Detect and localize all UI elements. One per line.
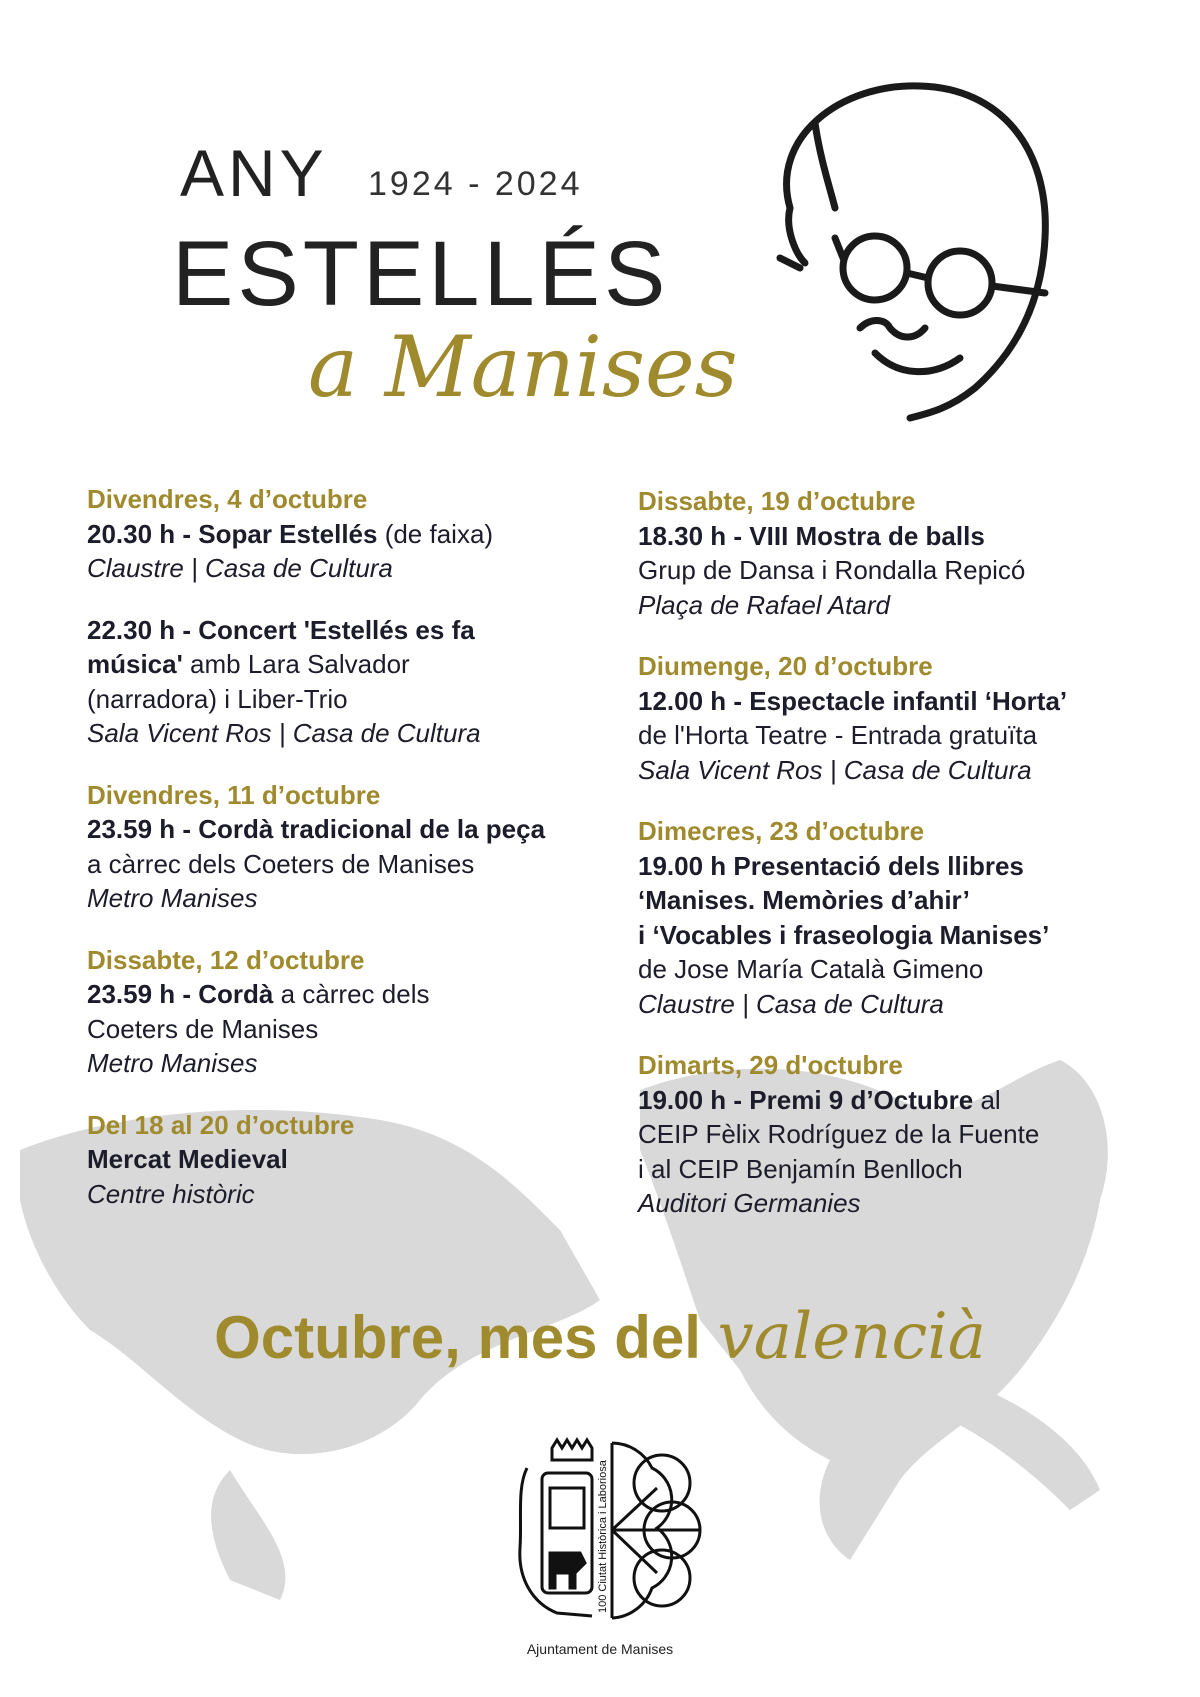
event-detail: amb Lara Salvador — [182, 649, 410, 679]
event-date: Dissabte, 19 d’octubre — [638, 486, 916, 516]
event-date: Divendres, 11 d’octubre — [87, 779, 381, 810]
ajuntament-manises-logo — [512, 1428, 712, 1628]
event — [87, 613, 627, 751]
event-detail: Grup de Dansa i Rondalla Repicó — [638, 555, 1026, 585]
event-detail: a càrrec dels Coeters de Manises — [87, 848, 475, 879]
event-title: 12.00 h - Espectacle infantil ‘Horta’ — [638, 685, 1068, 716]
event-title: música' — [87, 649, 183, 679]
event — [87, 482, 627, 586]
event-detail: CEIP Fèlix Rodríguez de la Fuente — [638, 1119, 1040, 1149]
event — [638, 1048, 1178, 1221]
event-title: ‘Manises. Memòries d’ahir’ — [638, 885, 970, 915]
event-venue: Claustre | Casa de Cultura — [638, 988, 944, 1019]
estelles-portrait-illustration — [760, 78, 1060, 428]
logo-caption: Ajuntament de Manises — [526, 1641, 674, 1657]
title-manises: a Manises — [308, 318, 738, 416]
event — [638, 649, 1178, 787]
event-detail: (narradora) i Liber-Trio — [87, 683, 348, 714]
event-title: 19.00 h Presentació dels llibres — [638, 850, 1024, 881]
event-title: 23.59 h - Cordà tradicional de la peça — [87, 814, 546, 844]
event-detail: Coeters de Manises — [87, 1013, 319, 1044]
svg-text:100 Ciutat Històrica i Laborio: 100 Ciutat Històrica i Laboriosa — [597, 1460, 609, 1613]
events-right-column — [638, 484, 1178, 1248]
event-title: 22.30 h - Concert 'Estellés es fa — [87, 614, 475, 645]
event-date: Dimecres, 23 d’octubre — [638, 816, 925, 846]
title-estelles: ESTELLÉS — [172, 223, 670, 325]
event-detail: de l'Horta Teatre - Entrada gratuïta — [638, 720, 1038, 750]
event — [638, 484, 1178, 622]
event-title: 19.00 h - Premi 9 d’Octubre — [638, 1084, 974, 1115]
event-venue: Centre històric — [87, 1178, 255, 1209]
event — [87, 1108, 627, 1212]
slogan — [0, 1300, 1200, 1374]
event-detail: a càrrec dels — [273, 979, 430, 1009]
event-date: Diumenge, 20 d’octubre — [638, 651, 933, 681]
event-venue: Claustre | Casa de Cultura — [87, 553, 393, 583]
event-date: Divendres, 4 d’octubre — [87, 484, 368, 514]
event-venue: Metro Manises — [87, 883, 258, 913]
event-venue: Metro Manises — [87, 1048, 258, 1078]
title-any: ANY — [180, 136, 328, 210]
event-venue: Plaça de Rafael Atard — [638, 589, 890, 620]
slogan-main: Octubre, mes del — [214, 1304, 718, 1371]
title-years: 1924 - 2024 — [368, 165, 583, 203]
events-left-column — [87, 482, 627, 1238]
event-date: Dimarts, 29 d'octubre — [638, 1050, 903, 1080]
event — [638, 814, 1178, 1021]
event-venue: Auditori Germanies — [638, 1188, 861, 1218]
event-venue: Sala Vicent Ros | Casa de Cultura — [87, 718, 481, 748]
event — [87, 943, 627, 1081]
event-venue: Sala Vicent Ros | Casa de Cultura — [638, 754, 1032, 785]
event-title: i ‘Vocables i fraseologia Manises’ — [638, 919, 1050, 950]
event-title: Mercat Medieval — [87, 1144, 288, 1174]
event-detail: al — [973, 1084, 1001, 1115]
event-title: 20.30 h - Sopar Estellés — [87, 518, 378, 549]
event-detail: (de faixa) — [377, 518, 494, 549]
event-title: 23.59 h - Cordà — [87, 979, 274, 1009]
event-detail: i al CEIP Benjamín Benlloch — [638, 1153, 963, 1184]
event — [87, 778, 627, 916]
event-date: Del 18 al 20 d’octubre — [87, 1109, 355, 1140]
event-detail: de Jose María Català Gimeno — [638, 954, 984, 984]
event-title: 18.30 h - VIII Mostra de balls — [638, 520, 985, 551]
event-date: Dissabte, 12 d’octubre — [87, 944, 365, 975]
slogan-script: valencià — [717, 1300, 986, 1374]
